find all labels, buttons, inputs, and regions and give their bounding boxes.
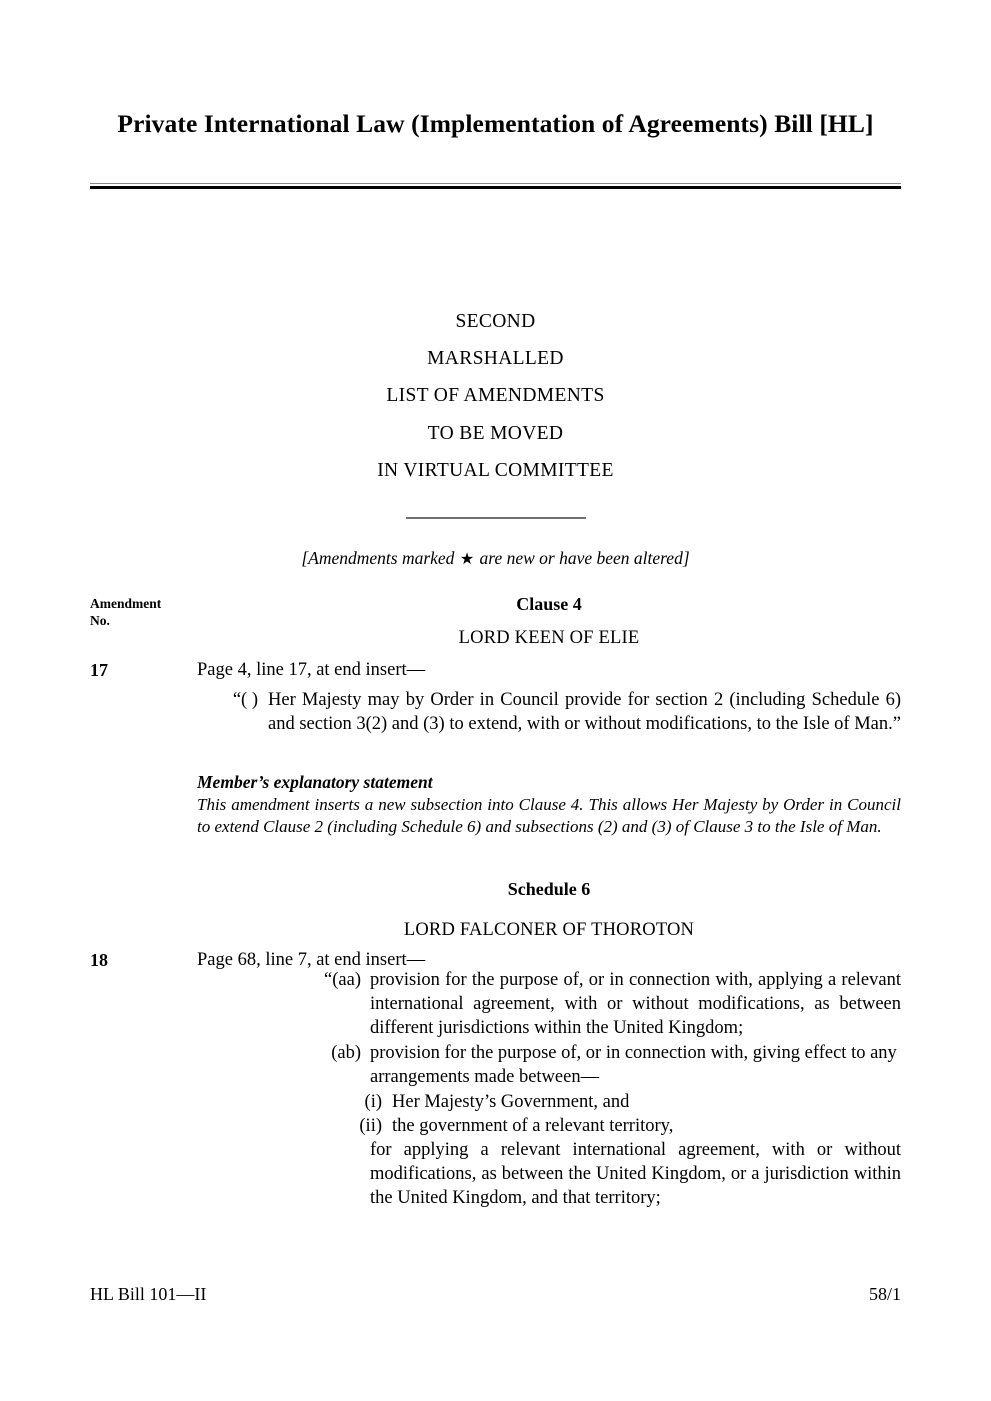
note-open-bracket: [ bbox=[301, 548, 309, 568]
subitem-i-text: Her Majesty’s Government, and bbox=[392, 1092, 630, 1112]
amendment-18-paragraph-aa bbox=[305, 968, 901, 1041]
divider-thick-line bbox=[90, 186, 901, 189]
amendment-no-column-label bbox=[90, 595, 210, 629]
amendment-18-subitem-ii bbox=[340, 1114, 901, 1138]
heading-line-5: IN VIRTUAL COMMITTEE bbox=[377, 459, 614, 481]
amendment-17-lead-line: Page 4, line 17, at end insert— bbox=[197, 660, 426, 680]
closing-text-body: for applying a relevant international agreement, with or without modifications, as between the United Kingdom, or a jurisdiction within the United Kingdom, and that territory; bbox=[370, 1140, 901, 1209]
amendment-17-quote-body: Her Majesty may by Order in Council provide for section 2 (including Schedule 6) and section 3(2) and (3) to extend, with or without modifications, to the Isle of Man.” bbox=[268, 690, 901, 735]
heading-line-1: SECOND bbox=[455, 311, 536, 332]
amendment-number-18: 18 bbox=[90, 950, 108, 970]
section-sponsor-clause-4: LORD KEEN OF ELIE bbox=[458, 628, 640, 648]
amendment-no-label-line1: Amendment bbox=[90, 596, 162, 611]
heading-line-2: MARSHALLED bbox=[427, 348, 564, 370]
amendment-18-closing-text bbox=[370, 1138, 901, 1211]
footer-page-reference: 58/1 bbox=[868, 1284, 901, 1304]
amendment-17-explanatory-text: This amendment inserts a new subsection into Clause 4. This allows Her Majesty by Order in Council to extend Clause 2 (including Schedule 6) and subsections (2) and (3) of Clause 3 to the Isle of Man. bbox=[197, 795, 901, 837]
title-divider bbox=[90, 183, 901, 189]
amendment-17-quote-marker: “( ) bbox=[232, 690, 258, 710]
paragraph-aa-marker: “(aa) bbox=[324, 970, 361, 990]
section-heading-schedule-6: Schedule 6 bbox=[507, 879, 591, 899]
paragraph-aa-text: provision for the purpose of, or in connection with, applying a relevant international agreement, with or without modifications, as between different jurisdictions within the United Kingdom; bbox=[370, 970, 901, 1039]
amendment-18-paragraph-ab bbox=[305, 1041, 901, 1089]
note-text-after-star: are new or have been altered bbox=[475, 548, 683, 568]
amendments-marked-note bbox=[90, 548, 901, 569]
note-close-bracket: ] bbox=[682, 548, 690, 568]
subitem-i-marker: (i) bbox=[364, 1092, 382, 1112]
paragraph-ab-text: provision for the purpose of, or in connection with, giving effect to any arrangements made between— bbox=[370, 1043, 897, 1088]
section-heading-clause-4: Clause 4 bbox=[516, 594, 582, 614]
amendment-no-label-line2: No. bbox=[90, 613, 110, 628]
subitem-ii-marker: (ii) bbox=[359, 1116, 382, 1136]
paragraph-ab-marker: (ab) bbox=[331, 1043, 361, 1063]
amendment-17-explanatory-heading: Member’s explanatory statement bbox=[197, 772, 433, 792]
heading-line-4: TO BE MOVED bbox=[427, 422, 564, 444]
footer-bill-number: HL Bill 101—II bbox=[90, 1284, 207, 1304]
section-sponsor-schedule-6: LORD FALCONER OF THOROTON bbox=[403, 920, 695, 940]
star-icon: ★ bbox=[459, 551, 475, 568]
amendment-17-quoted-text bbox=[213, 688, 901, 736]
subitem-ii-text: the government of a relevant territory, bbox=[392, 1116, 674, 1136]
list-heading-block bbox=[90, 303, 901, 489]
amendment-number-17: 17 bbox=[90, 660, 108, 680]
heading-line-3: LIST OF AMENDMENTS bbox=[386, 385, 605, 407]
heading-separator-rule bbox=[90, 509, 901, 527]
page-title: Private International Law (Implementation of Agreements) Bill [HL] bbox=[117, 109, 874, 138]
note-text-before-star: Amendments marked bbox=[308, 548, 459, 568]
amendment-18-lead-line: Page 68, line 7, at end insert— bbox=[197, 950, 426, 970]
amendment-18-subitem-i bbox=[340, 1090, 901, 1114]
